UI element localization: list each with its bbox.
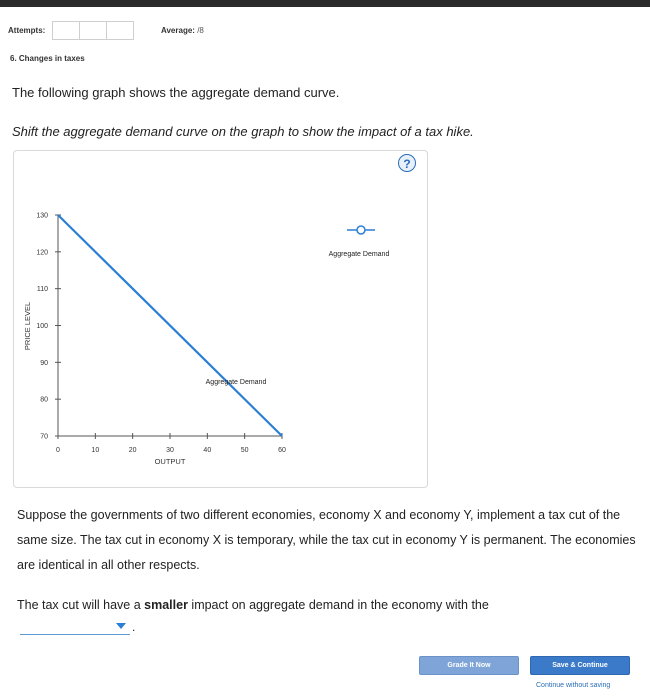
tool-point-icon xyxy=(357,226,365,234)
tool-label: Aggregate Demand xyxy=(328,251,390,258)
chevron-down-icon xyxy=(116,623,126,629)
x-axis-label: OUTPUT xyxy=(154,457,186,466)
answer-dropdown[interactable] xyxy=(20,618,130,635)
average-label: Average: xyxy=(161,26,195,35)
y-tick-label: 110 xyxy=(36,286,48,294)
continue-without-saving-link[interactable]: Continue without saving xyxy=(536,682,611,689)
graph-panel xyxy=(13,150,428,488)
y-tick-label: 70 xyxy=(40,433,48,441)
attempts-label: Attempts: xyxy=(8,25,46,35)
grade-it-now-button[interactable]: Grade It Now xyxy=(419,656,519,675)
x-tick-label: 0 xyxy=(56,447,60,454)
attempt-box xyxy=(52,21,80,40)
question-title: 6. Changes in taxes xyxy=(10,54,85,63)
x-tick-label: 60 xyxy=(278,447,286,454)
average-value: /8 xyxy=(197,26,204,35)
attempt-box xyxy=(79,21,107,40)
x-tick-label: 30 xyxy=(166,447,174,454)
question-text-before: The tax cut will have a xyxy=(17,598,145,612)
attempt-boxes xyxy=(53,21,134,40)
y-tick-label: 90 xyxy=(40,359,48,367)
attempt-box xyxy=(106,21,134,40)
question-intro: The following graph shows the aggregate demand curve. xyxy=(12,85,340,100)
save-and-continue-button[interactable]: Save & Continue xyxy=(530,656,630,675)
y-tick-label: 120 xyxy=(36,249,48,257)
question-instruction: Shift the aggregate demand curve on the graph to show the impact of a tax hike. xyxy=(12,124,474,139)
average xyxy=(161,26,204,35)
x-tick-label: 50 xyxy=(240,447,249,454)
y-tick-label: 130 xyxy=(36,212,48,220)
x-tick-label: 20 xyxy=(128,447,137,454)
sentence-period: . xyxy=(132,620,136,634)
top-bar xyxy=(0,0,650,7)
scenario-paragraph: Suppose the governments of two different economies, economy X and economy Y, implement a tax cut of the same size. The tax cut in economy X is temporary, while the tax cut in economy Y is permanent. The economies are identical in all other respects. xyxy=(17,508,636,572)
y-tick-label: 100 xyxy=(36,323,48,330)
x-tick-label: 40 xyxy=(203,447,212,454)
question-text-after: impact on aggregate demand in the economy with the xyxy=(187,598,489,612)
help-icon[interactable]: ? xyxy=(398,154,416,172)
question-paragraph xyxy=(17,593,642,618)
curve-annotation: Aggregate Demand xyxy=(205,379,267,386)
attempts-row xyxy=(8,20,134,40)
x-tick-label: 10 xyxy=(91,447,100,454)
y-axis-label: PRICE LEVEL xyxy=(23,301,32,351)
y-tick-label: 80 xyxy=(40,396,48,404)
question-text-bold: smaller xyxy=(144,598,188,612)
